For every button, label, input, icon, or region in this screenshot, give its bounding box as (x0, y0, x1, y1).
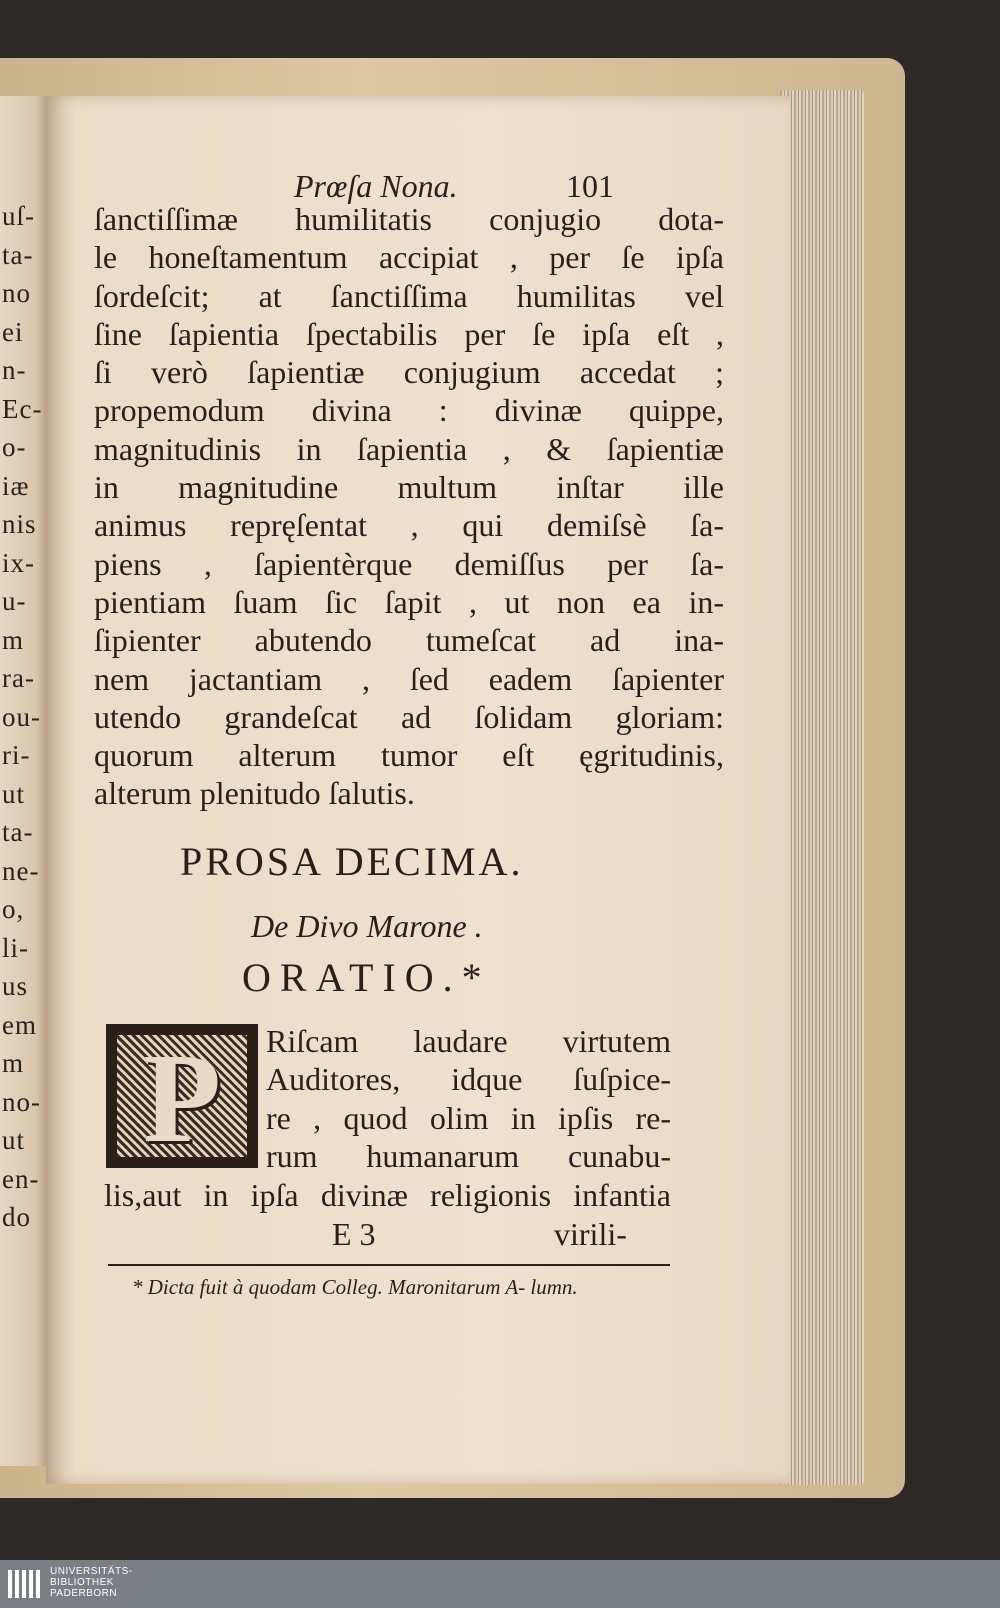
page-edges (780, 90, 864, 1485)
left-page-fragment: ne- (2, 855, 40, 886)
initial-paragraph (266, 1022, 671, 1175)
text-line: quorum alterum tumor eſt ęgritudinis, (94, 737, 724, 774)
text-line: re , quod olim in ipſis re- (266, 1099, 671, 1136)
text-line: piens , ſapientèrque demiſſus per ſa- (94, 545, 724, 582)
left-page-fragment: ta- (2, 817, 34, 847)
footnote: * Dicta fuit à quodam Colleg. Maronitarum A- lumn. (132, 1275, 578, 1299)
left-page-fragment: en- (2, 1163, 40, 1194)
text-line: magnitudinis in ſapientia , & ſapientiæ (94, 430, 724, 467)
library-footer-bar (0, 1560, 1000, 1608)
text-line: utendo grandeſcat ad ſolidam gloriam: (94, 698, 724, 735)
initial-letter: P (142, 1027, 222, 1169)
signature-mark: E 3 (332, 1216, 376, 1252)
library-name (50, 1566, 133, 1599)
text-line: alterum plenitudo ſalutis. (94, 775, 415, 812)
text-line: ſanctiſſimæ humilitatis conjugio dota- (94, 201, 724, 237)
library-name-line: PADERBORN (50, 1588, 118, 1599)
text-line: ſi verò ſapientiæ conjugium accedat ; (94, 354, 724, 391)
left-page-fragment: iæ (2, 470, 30, 501)
left-page-fragment: ix- (2, 547, 35, 578)
section-heading: PROSA DECIMA. (180, 839, 524, 884)
library-name-line: BIBLIOTHEK (50, 1577, 114, 1588)
text-line: propemodum divina : divinæ quippe, (94, 392, 724, 429)
footnote-rule (108, 1264, 670, 1266)
left-page-fragment: ra- (2, 663, 35, 693)
left-page-fragment: ri- (2, 740, 31, 770)
left-page-fragment: ei (2, 316, 24, 347)
text-line: ſine ſapientia ſpectabilis per ſe ipſa eſt , (94, 315, 724, 352)
left-page-fragment: uſ- (2, 201, 35, 231)
left-page-fragment: no (2, 278, 31, 308)
left-page-fragment: o- (2, 432, 27, 462)
left-page-fragment: li- (2, 932, 29, 963)
left-page-fragment: u- (2, 586, 27, 616)
left-page-fragment: ta- (2, 239, 34, 270)
right-page (46, 96, 790, 1484)
oratio-heading: ORATIO.* (242, 955, 491, 1000)
left-page-fragment: nis (2, 509, 37, 539)
left-page-fragment: o, (2, 894, 25, 924)
left-page-fragment: n- (2, 355, 27, 385)
left-page-fragment: us (2, 971, 29, 1001)
left-page-fragment: ut (2, 1125, 26, 1155)
left-page-fragment: do (2, 1202, 31, 1232)
catchword: virili- (554, 1216, 627, 1252)
section-subheading: De Divo Marone . (251, 908, 483, 944)
left-page-fragment: no- (2, 1086, 41, 1117)
paragraph-continuation (104, 1176, 671, 1214)
decorated-initial (106, 1024, 258, 1168)
library-name-line: UNIVERSITÄTS- (50, 1566, 133, 1577)
page-number: 101 (566, 168, 614, 204)
text-line: rum humanarum cunabu- (266, 1137, 671, 1174)
text-line: ſordeſcit; at ſanctiſſima humilitas vel (94, 277, 724, 314)
text-line: le honeſtamentum accipiat , per ſe ipſa (94, 239, 724, 276)
body-text (94, 200, 724, 813)
left-page-fragment: m (2, 624, 25, 655)
text-line: in magnitudine multum inſtar ille (94, 469, 724, 506)
text-line: ſipienter abutendo tumeſcat ad ina- (94, 622, 724, 659)
text-line: pientiam ſuam ſic ſapit , ut non ea in- (94, 583, 724, 620)
text-line: lis,aut in ipſa divinæ religionis infantia (104, 1177, 671, 1213)
library-logo-icon (6, 1566, 42, 1602)
left-page-fragment: ut (2, 778, 26, 809)
text-line: Auditores, idque ſuſpice- (266, 1061, 671, 1098)
left-page (0, 96, 46, 1466)
text-line: animus repręſentat , qui demiſsè ſa- (94, 507, 724, 544)
text-line: nem jactantiam , ſed eadem ſapienter (94, 660, 724, 697)
left-page-fragment: Ec- (2, 393, 43, 424)
left-page-fragment: em (2, 1009, 37, 1040)
text-line: Riſcam laudare virtutem (266, 1023, 671, 1059)
running-title: Prœſa Nona. (294, 168, 458, 204)
left-page-fragment: m (2, 1048, 25, 1078)
left-page-fragment: ou- (2, 701, 41, 732)
